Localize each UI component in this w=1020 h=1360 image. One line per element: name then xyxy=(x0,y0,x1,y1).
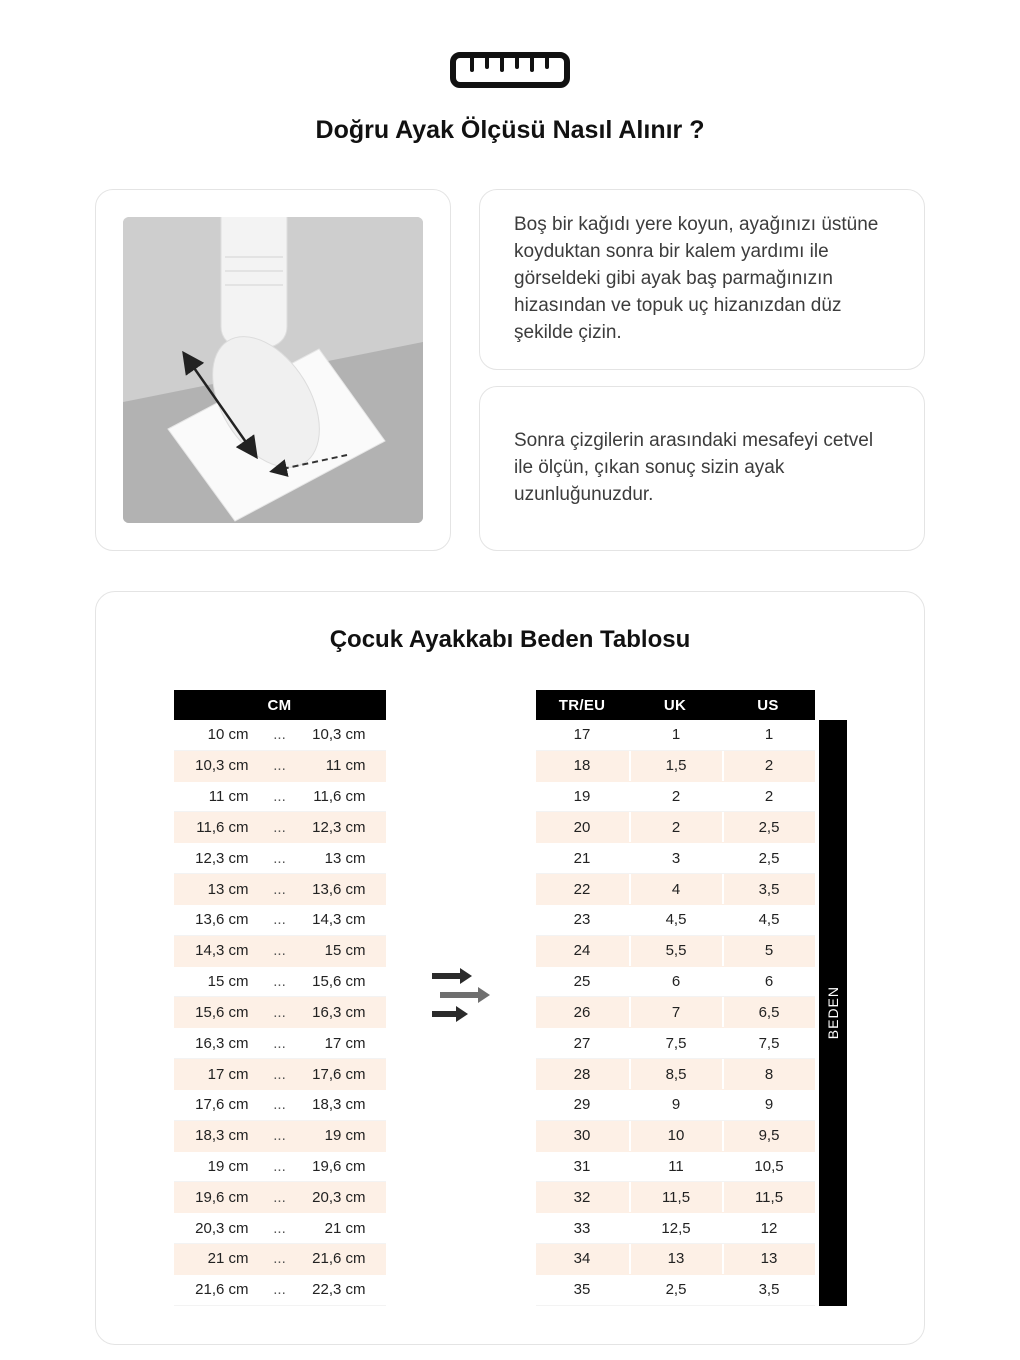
size-tables xyxy=(96,690,924,1306)
table-cell: 30 xyxy=(573,1127,591,1145)
table-cell: 11,6 cm xyxy=(313,788,366,806)
table-cell: 21 cm xyxy=(207,1250,249,1268)
table-cell: 9 xyxy=(629,1090,722,1120)
cm-table-body xyxy=(174,720,386,1306)
table-cell: 17 xyxy=(573,726,591,744)
table-row xyxy=(536,936,815,967)
table-cell: 13 cm xyxy=(207,880,249,898)
table-cell: 35 xyxy=(573,1281,591,1299)
table-row xyxy=(174,1244,386,1275)
table-cell: ... xyxy=(273,1127,286,1145)
foot-photo-card xyxy=(95,189,451,551)
instruction-card-2 xyxy=(479,386,925,551)
table-row xyxy=(536,1275,815,1306)
table-cell: 10 xyxy=(629,1121,722,1151)
table-cell: 16,3 cm xyxy=(195,1034,249,1052)
size-table-wrap xyxy=(536,690,847,1306)
table-cell: 4,5 xyxy=(722,905,815,935)
table-cell: ... xyxy=(273,818,286,836)
table-cell: ... xyxy=(273,757,286,775)
table-cell: 18,3 cm xyxy=(312,1096,366,1114)
table-cell: 13,6 cm xyxy=(312,880,366,898)
table-cell: 24 xyxy=(573,942,591,960)
instruction-step-1: Boş bir kağıdı yere koyun, ayağınızı üstüne koyduktan sonra bir kalem yardımı ile görseldeki gibi ayak baş parmağınızın hizasından ve topuk uç hizanızdan düz şekilde çizin. xyxy=(514,214,879,343)
table-cell: 15 cm xyxy=(324,942,366,960)
table-cell: ... xyxy=(273,1250,286,1268)
table-cell: 3,5 xyxy=(722,1275,815,1305)
table-row xyxy=(174,1182,386,1213)
table-cell: 18 xyxy=(573,757,591,775)
table-cell: 2,5 xyxy=(722,812,815,842)
table-cell: 26 xyxy=(573,1003,591,1021)
table-cell: ... xyxy=(273,726,286,744)
table-cell: 4,5 xyxy=(629,905,722,935)
table-row xyxy=(536,843,815,874)
beden-vertical-label: BEDEN xyxy=(819,720,847,1306)
table-cell: 11 cm xyxy=(325,757,366,775)
table-cell: 3 xyxy=(629,843,722,873)
table-cell: 2 xyxy=(629,782,722,812)
table-cell: 19 cm xyxy=(324,1127,366,1145)
table-row xyxy=(536,812,815,843)
table-cell: 19 xyxy=(573,788,591,806)
table-cell: 13 xyxy=(722,1244,815,1274)
instruction-section xyxy=(95,189,925,551)
table-cell: 8,5 xyxy=(629,1059,722,1089)
table-row xyxy=(536,874,815,905)
table-cell: 15 cm xyxy=(207,973,249,991)
table-cell: 16,3 cm xyxy=(312,1003,366,1021)
table-cell: 12 xyxy=(722,1213,815,1243)
table-cell: 10,5 xyxy=(722,1152,815,1182)
table-cell: 11,5 xyxy=(722,1182,815,1212)
instruction-text-column xyxy=(479,189,925,551)
table-cell: 2 xyxy=(722,782,815,812)
table-cell: 19,6 cm xyxy=(312,1158,366,1175)
table-cell: 11 xyxy=(629,1152,722,1182)
table-cell: 1 xyxy=(722,720,815,750)
size-table-title: Çocuk Ayakkabı Beden Tablosu xyxy=(329,626,691,653)
table-row xyxy=(536,1244,815,1275)
table-cell: 11,6 cm xyxy=(196,818,249,836)
eu-uk-us-table xyxy=(536,690,815,1306)
table-cell: ... xyxy=(273,942,286,960)
table-cell: ... xyxy=(273,1034,286,1052)
table-cell: 20 xyxy=(573,818,591,836)
table-cell: 10 cm xyxy=(207,726,249,744)
table-cell: 17 cm xyxy=(207,1065,249,1083)
table-cell: 10,3 cm xyxy=(312,726,366,744)
table-cell: 29 xyxy=(573,1096,591,1114)
table-cell: 15,6 cm xyxy=(195,1003,249,1021)
table-row xyxy=(174,720,386,751)
table-cell: 2,5 xyxy=(629,1275,722,1305)
table-cell: 22,3 cm xyxy=(312,1281,366,1299)
table-cell: ... xyxy=(273,1219,286,1237)
table-cell: 15,6 cm xyxy=(312,973,366,991)
table-row xyxy=(174,997,386,1028)
table-row xyxy=(536,1090,815,1121)
table-cell: 17,6 cm xyxy=(312,1065,366,1083)
table-cell: 31 xyxy=(573,1158,591,1175)
table-cell: 1,5 xyxy=(629,751,722,781)
table-cell: 4 xyxy=(629,874,722,904)
table-cell: ... xyxy=(273,1065,286,1083)
table-row xyxy=(174,782,386,813)
table-row xyxy=(174,874,386,905)
table-cell: 13 xyxy=(629,1244,722,1274)
table-cell: 7 xyxy=(629,997,722,1027)
table-cell: 13,6 cm xyxy=(195,911,249,929)
table-row xyxy=(174,1152,386,1183)
table-cell: 11 cm xyxy=(208,788,249,806)
table-cell: 7,5 xyxy=(629,1028,722,1058)
table-cell: 21 cm xyxy=(324,1219,366,1237)
table-row xyxy=(536,1121,815,1152)
table-cell: 28 xyxy=(573,1065,591,1083)
table-cell: ... xyxy=(273,1003,286,1021)
page-title: Doğru Ayak Ölçüsü Nasıl Alınır ? xyxy=(315,116,705,144)
table-row xyxy=(174,1275,386,1306)
table-cell: 14,3 cm xyxy=(312,911,366,929)
table-cell: 27 xyxy=(573,1034,591,1052)
table-row xyxy=(174,905,386,936)
table-row xyxy=(536,751,815,782)
table-cell: 33 xyxy=(573,1219,591,1237)
header-tr-eu: TR/EU xyxy=(558,696,606,714)
table-row xyxy=(536,1182,815,1213)
table-row xyxy=(174,812,386,843)
table-row xyxy=(536,1213,815,1244)
instruction-step-2: Sonra çizgilerin arasındaki mesafeyi cetvel ile ölçün, çıkan sonuç sizin ayak uzunluğunuzdur. xyxy=(514,429,874,505)
table-cell: 12,5 xyxy=(629,1213,722,1243)
table-cell: 12,3 cm xyxy=(312,818,366,836)
table-cell: 14,3 cm xyxy=(195,942,249,960)
table-cell: 6 xyxy=(629,967,722,997)
table-row xyxy=(174,936,386,967)
table-cell: 21 xyxy=(573,849,591,867)
table-cell: 3,5 xyxy=(722,874,815,904)
table-cell: 2 xyxy=(722,751,815,781)
header-us: US xyxy=(757,696,779,714)
header-uk: UK xyxy=(663,696,687,714)
table-row xyxy=(174,1059,386,1090)
table-cell: 2,5 xyxy=(722,843,815,873)
table-row xyxy=(536,1152,815,1183)
table-cell: ... xyxy=(273,973,286,991)
table-row xyxy=(174,1213,386,1244)
table-cell: 20,3 cm xyxy=(312,1188,366,1206)
table-row xyxy=(174,1028,386,1059)
table-cell: 12,3 cm xyxy=(195,849,249,867)
size-table-header xyxy=(536,690,815,720)
table-cell: 6,5 xyxy=(722,997,815,1027)
table-cell: 13 cm xyxy=(324,849,366,867)
table-cell: 21,6 cm xyxy=(195,1281,249,1299)
table-row xyxy=(536,967,815,998)
table-cell: ... xyxy=(273,1096,286,1114)
table-row xyxy=(174,843,386,874)
table-cell: 23 xyxy=(573,911,591,929)
size-table-body xyxy=(536,720,815,1306)
table-cell: 34 xyxy=(573,1250,591,1268)
table-cell: 1 xyxy=(629,720,722,750)
table-cell: ... xyxy=(273,1281,286,1299)
foot-measurement-illustration xyxy=(123,217,423,523)
table-cell: ... xyxy=(273,1158,286,1175)
table-cell: ... xyxy=(273,880,286,898)
table-row xyxy=(536,1028,815,1059)
table-cell: 25 xyxy=(573,973,591,991)
table-cell: 6 xyxy=(722,967,815,997)
size-table-card xyxy=(95,591,925,1345)
table-cell: ... xyxy=(273,1188,286,1206)
table-cell: 9,5 xyxy=(722,1121,815,1151)
table-cell: 5,5 xyxy=(629,936,722,966)
table-cell: 17 cm xyxy=(324,1034,366,1052)
table-cell: 5 xyxy=(722,936,815,966)
table-row xyxy=(174,751,386,782)
table-row xyxy=(536,905,815,936)
table-row xyxy=(174,1121,386,1152)
table-cell: 22 xyxy=(573,880,591,898)
table-row xyxy=(536,720,815,751)
table-cell: 21,6 cm xyxy=(312,1250,366,1268)
table-cell: 32 xyxy=(573,1188,591,1206)
table-cell: 11,5 xyxy=(629,1182,722,1212)
cm-table xyxy=(174,690,386,1306)
table-cell: 9 xyxy=(722,1090,815,1120)
table-row xyxy=(174,967,386,998)
table-cell: 19 cm xyxy=(207,1158,249,1175)
table-row xyxy=(536,997,815,1028)
table-row xyxy=(536,1059,815,1090)
table-cell: 7,5 xyxy=(722,1028,815,1058)
ruler-icon xyxy=(0,50,1020,90)
table-row xyxy=(174,1090,386,1121)
table-cell: 10,3 cm xyxy=(195,757,249,775)
table-cell: 20,3 cm xyxy=(195,1219,249,1237)
table-cell: ... xyxy=(273,788,286,806)
table-cell: 19,6 cm xyxy=(195,1188,249,1206)
table-row xyxy=(536,782,815,813)
table-cell: 17,6 cm xyxy=(195,1096,249,1114)
instruction-card-1 xyxy=(479,189,925,370)
table-cell: ... xyxy=(273,849,286,867)
transfer-arrows-icon xyxy=(430,965,492,1030)
table-cell: ... xyxy=(273,911,286,929)
table-cell: 2 xyxy=(629,812,722,842)
cm-table-header: CM xyxy=(174,690,386,720)
table-cell: 8 xyxy=(722,1059,815,1089)
table-cell: 18,3 cm xyxy=(195,1127,249,1145)
